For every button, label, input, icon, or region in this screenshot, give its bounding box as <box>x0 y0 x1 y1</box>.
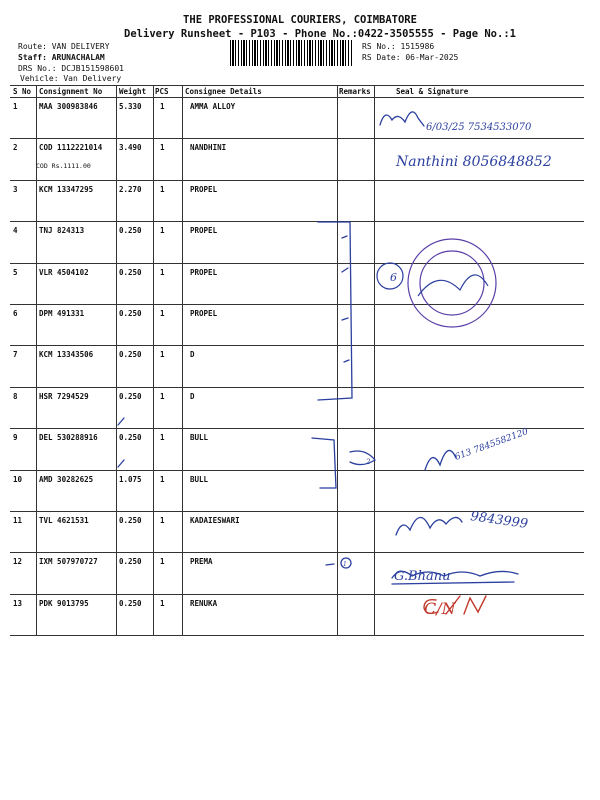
cell-weight: 0.250 <box>119 309 142 318</box>
cell-consignment: MAA 300983846 <box>39 102 98 111</box>
cell-sno: 10 <box>13 474 23 484</box>
route-label: Route: VAN DELIVERY <box>18 42 110 51</box>
cell-pcs: 1 <box>160 226 165 236</box>
cell-sno: 4 <box>13 226 18 236</box>
cell-sno: 11 <box>13 516 23 525</box>
cell-weight: 0.250 <box>119 433 142 443</box>
cell-pcs: 1 <box>160 309 165 318</box>
cell-consignee: RENUKA <box>190 598 218 608</box>
cell-sno: 5 <box>13 267 18 277</box>
cell-sno: 12 <box>13 557 23 567</box>
header-sno: S No <box>13 87 32 96</box>
cell-weight: 0.250 <box>119 226 142 236</box>
runsheet-title: Delivery Runsheet - P103 - Phone No.:0422-3505555 - Page No.:1 <box>124 28 516 40</box>
cell-consignee: PROPEL <box>190 184 218 194</box>
cell-consignee: NANDHINI <box>190 143 227 153</box>
cell-consignment: AMD 30282625 <box>39 474 94 484</box>
header-remarks: Remarks <box>339 87 371 96</box>
cell-consignee: D <box>190 391 195 401</box>
cell-pcs: 1 <box>160 267 165 277</box>
cell-consignee: PREMA <box>190 557 213 567</box>
cell-weight: 0.250 <box>119 267 142 277</box>
header-pcs: PCS <box>155 87 169 96</box>
cell-consignment: KCM 13343506 <box>39 350 94 360</box>
cell-pcs: 1 <box>160 143 165 153</box>
drs-number: DRS No.: DCJB151598601 <box>18 64 124 73</box>
cell-consignee: PROPEL <box>190 267 218 277</box>
handwriting-circle-six: 6 <box>390 271 397 284</box>
cell-sno: 13 <box>13 598 23 608</box>
rs-date: RS Date: 06-Mar-2025 <box>362 53 459 62</box>
handwriting-circle-two: 2 <box>366 458 371 466</box>
handwriting-circle-one: 1 <box>343 561 347 568</box>
cod-note: COD Rs.1111.00 <box>36 162 91 171</box>
cell-consignee: KADAIESWARI <box>190 516 240 525</box>
cell-consignment: IXM 507970727 <box>39 557 98 567</box>
cell-pcs: 1 <box>160 102 165 111</box>
cell-sno: 1 <box>13 102 18 111</box>
cell-sno: 9 <box>13 433 18 443</box>
cell-consignment: TNJ 824313 <box>39 226 85 236</box>
cell-consignee: BULL <box>190 474 209 484</box>
cell-weight: 0.250 <box>119 557 142 567</box>
cell-consignment: DEL 530288916 <box>39 433 98 443</box>
handwriting-row11: 9843999 <box>469 509 529 533</box>
cell-weight: 0.250 <box>119 350 142 360</box>
header-consignment: Consignment No <box>39 87 103 96</box>
cell-sno: 2 <box>13 143 18 153</box>
header-weight: Weight <box>119 87 147 96</box>
company-title: THE PROFESSIONAL COURIERS, COIMBATORE <box>183 14 417 26</box>
cell-pcs: 1 <box>160 184 165 194</box>
cell-weight: 2.270 <box>119 184 142 194</box>
cell-consignee: BULL <box>190 433 209 443</box>
staff-label: Staff: ARUNACHALAM <box>18 53 105 62</box>
cell-consignment: KCM 13347295 <box>39 184 94 194</box>
header-consignee: Consignee Details <box>185 87 262 96</box>
cell-weight: 5.330 <box>119 102 142 111</box>
cell-consignee: PROPEL <box>190 309 218 318</box>
cell-pcs: 1 <box>160 598 165 608</box>
handwriting-row2: Nanthini 8056848852 <box>396 154 552 170</box>
cell-sno: 7 <box>13 350 18 360</box>
cell-pcs: 1 <box>160 516 165 525</box>
cell-consignee: D <box>190 350 195 360</box>
cell-weight: 0.250 <box>119 516 142 525</box>
handwriting-row13: C/N <box>424 599 456 618</box>
cell-consignment: HSR 7294529 <box>39 391 89 401</box>
cell-pcs: 1 <box>160 433 165 443</box>
handwriting-row1: 6/03/25 7534533070 <box>426 122 532 133</box>
cell-pcs: 1 <box>160 391 165 401</box>
cell-sno: 8 <box>13 391 18 401</box>
cell-weight: 0.250 <box>119 598 142 608</box>
cell-weight: 3.490 <box>119 143 142 153</box>
cell-sno: 3 <box>13 184 18 194</box>
cell-consignment: COD 1112221014 <box>39 143 103 153</box>
cell-consignment: DPM 491331 <box>39 309 85 318</box>
cell-sno: 6 <box>13 309 18 318</box>
cell-consignment: VLR 4504102 <box>39 267 89 277</box>
vehicle-label: Vehicle: Van Delivery <box>20 74 122 83</box>
cell-weight: 0.250 <box>119 391 142 401</box>
cell-pcs: 1 <box>160 350 165 360</box>
cell-pcs: 1 <box>160 474 165 484</box>
cell-consignment: TVL 4621531 <box>39 516 89 525</box>
handwriting-row10: 613 7845582120 <box>453 426 530 463</box>
rs-number: RS No.: 1515986 <box>362 42 435 51</box>
handwriting-row12: G.Bhanu <box>394 569 451 584</box>
cell-weight: 1.075 <box>119 474 142 484</box>
header-seal-signature: Seal & Signature <box>396 87 469 96</box>
cell-consignee: AMMA ALLOY <box>190 102 236 111</box>
cell-pcs: 1 <box>160 557 165 567</box>
cell-consignment: PDK 9013795 <box>39 598 89 608</box>
cell-consignee: PROPEL <box>190 226 218 236</box>
